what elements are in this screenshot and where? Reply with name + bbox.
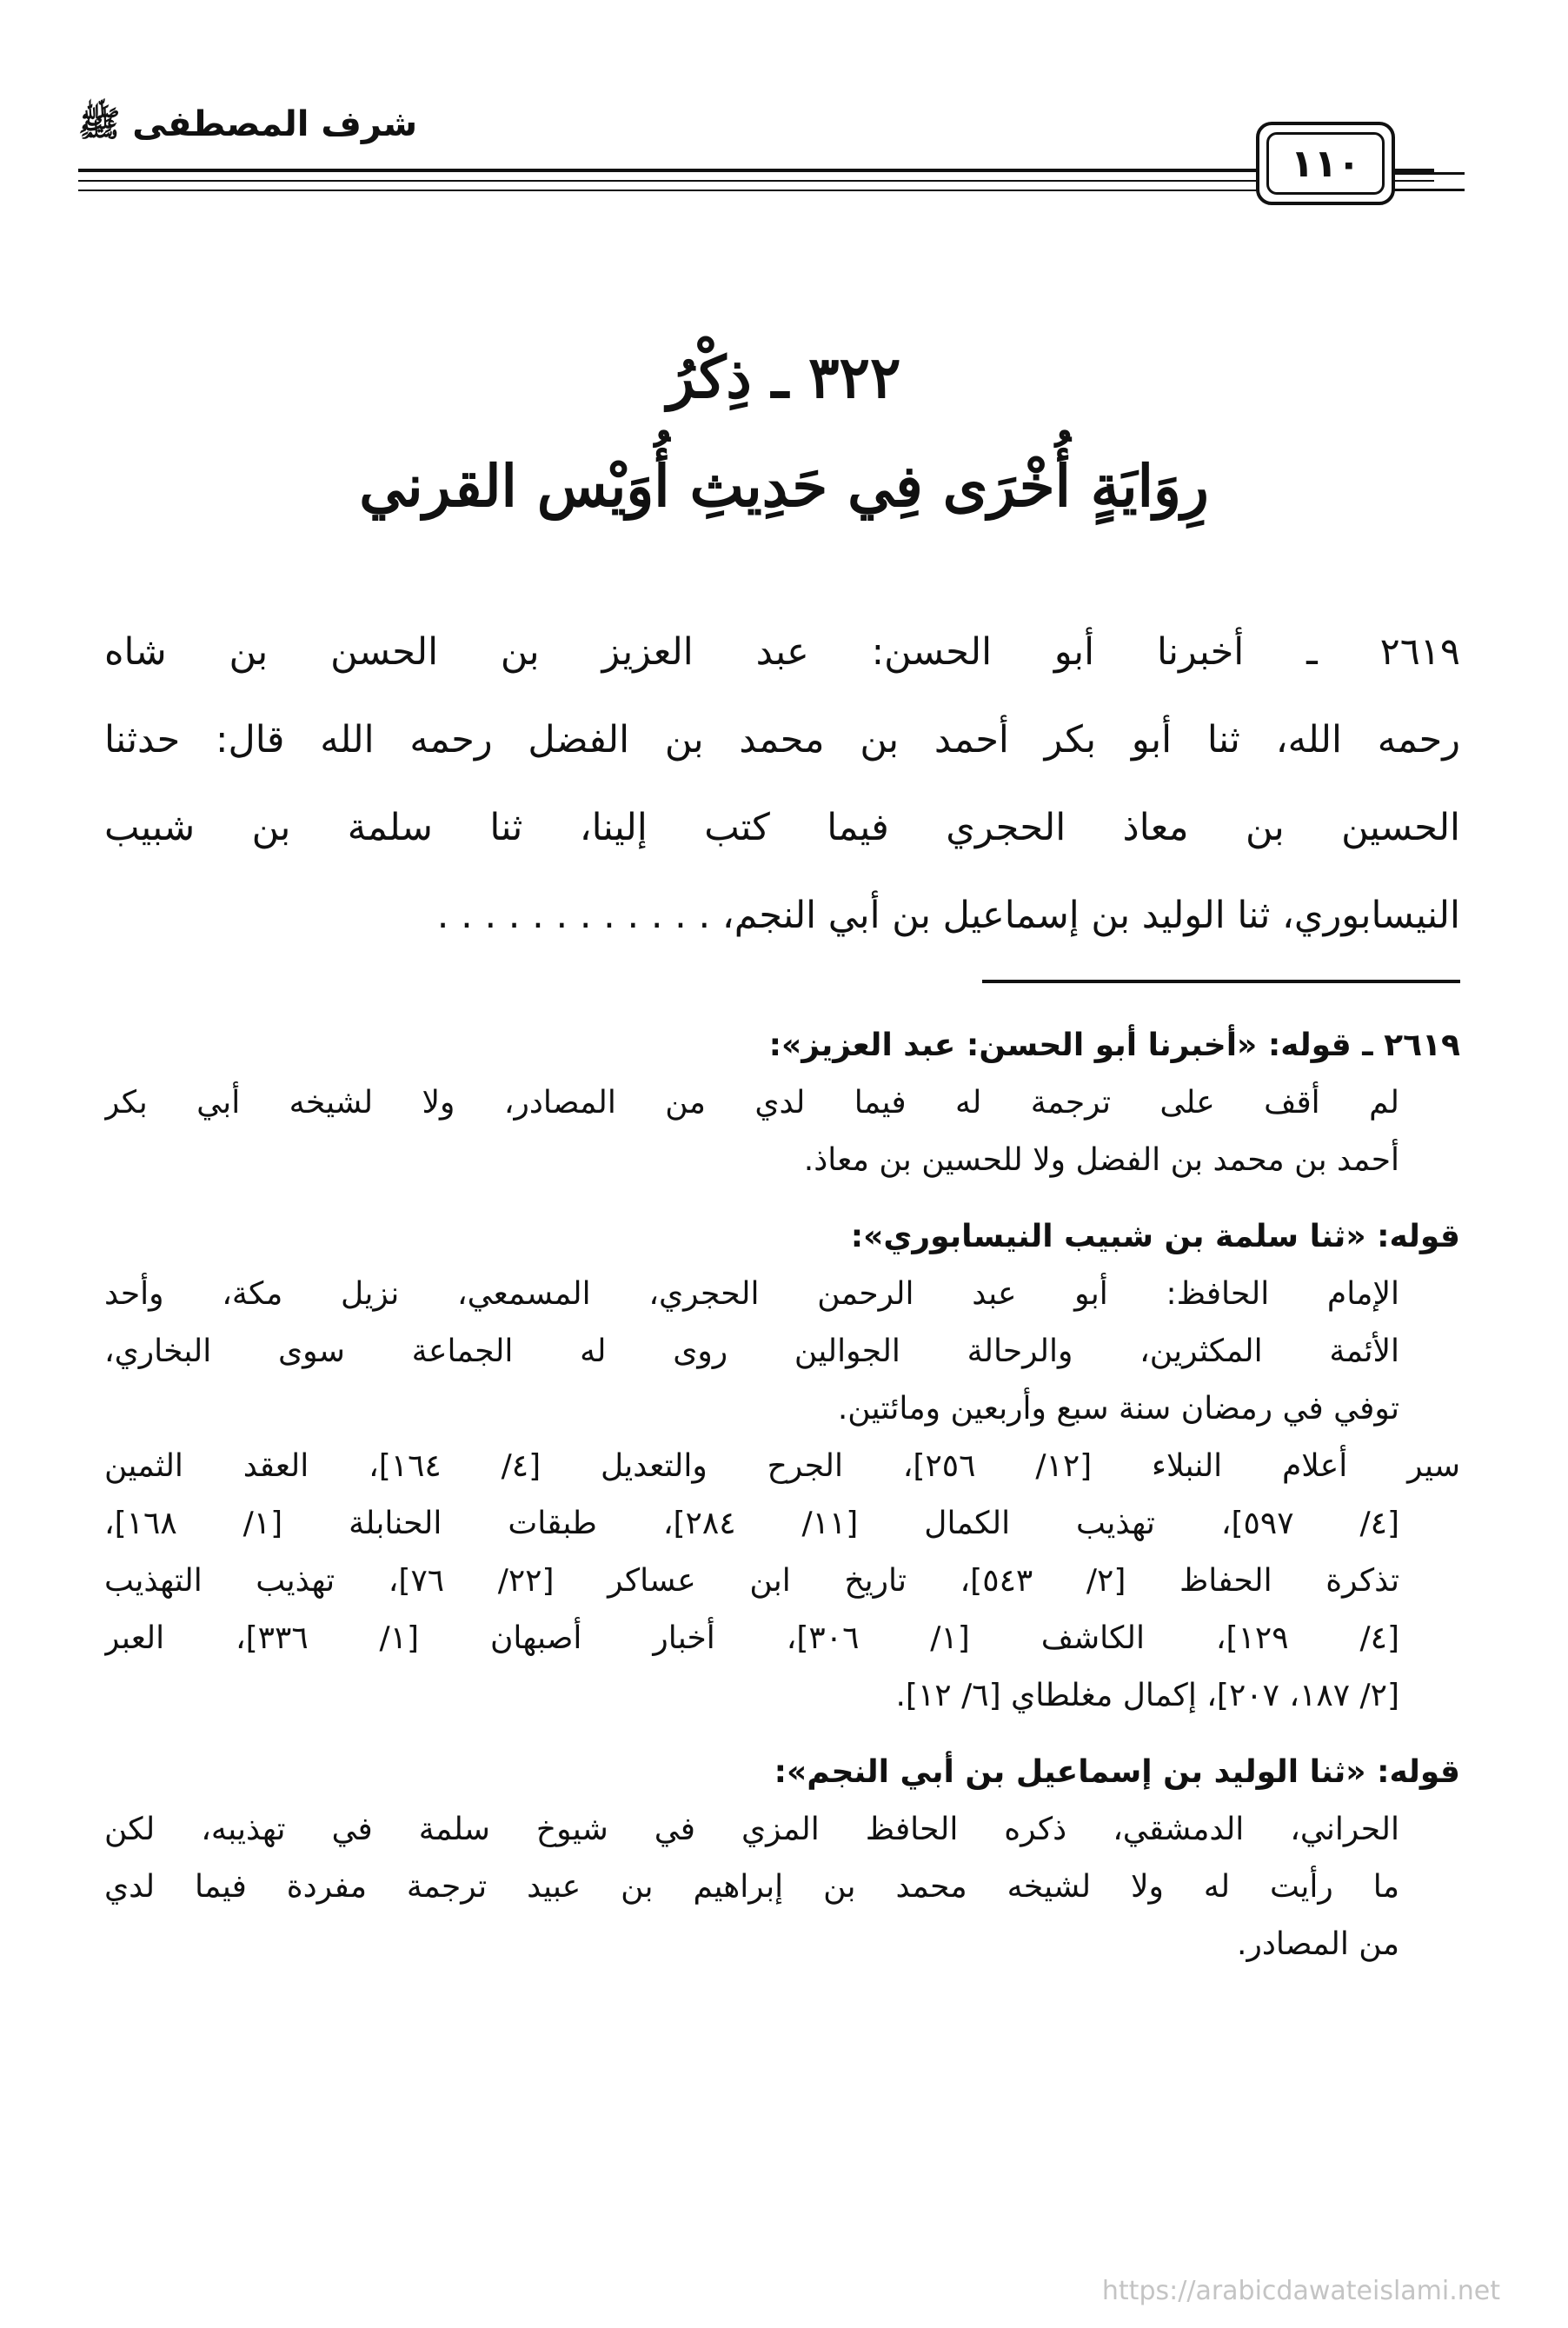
note-line: الإمام الحافظ: أبو عبد الرحمن الحجري، المسمعي، نزيل مكة، وأحد [104, 1276, 1399, 1312]
header-ornament [1395, 172, 1465, 191]
footnote-separator [982, 980, 1460, 983]
hadith-text [104, 609, 1460, 960]
reference-line: [٤/ ١٢٩]، الكاشف [١/ ٣٠٦]، أخبار أصبهان [١/ ٣٣٦]، العبر [104, 1620, 1400, 1656]
hadith-line: ٢٦١٩ ـ أخبرنا أبو الحسن: عبد العزيز بن الحسن بن شاه [104, 630, 1460, 674]
hadith-line: رحمه الله، ثنا أبو بكر أحمد بن محمد بن الفضل رحمه الله قال: حدثنا [104, 718, 1460, 762]
chapter-title: رِوَايَةٍ أُخْرَى فِي حَدِيثِ أُوَيْس القرني [359, 452, 1209, 520]
commentary [104, 1017, 1460, 1973]
note-heading: قوله: «ثنا سلمة بن شبيب النيسابوري»: [850, 1219, 1460, 1254]
source-watermark: https://arabicdawateislami.net [1101, 2276, 1500, 2306]
header-rule [78, 190, 1434, 191]
reference-line: [٢/ ١٨٧، ٢٠٧]، إكمال مغلطاي [٦/ ١٢]. [895, 1678, 1399, 1713]
note-heading: ٢٦١٩ ـ قوله: «أخبرنا أبو الحسن: عبد العزيز»: [768, 1028, 1460, 1063]
page-number-frame [1256, 122, 1395, 205]
hadith-line: النيسابوري، ثنا الوليد بن إسماعيل بن أبي النجم، . . . . . . . . . . . . [436, 894, 1460, 937]
hadith-line: الحسين بن معاذ الحجري فيما كتب إلينا، ثنا سلمة بن شبيب [104, 806, 1460, 849]
running-title: شرف المصطفى ﷺ [78, 104, 418, 144]
chapter-number: ٣٢٢ ـ ذِكْرُ [667, 343, 901, 411]
note-line: أحمد بن محمد بن الفضل ولا للحسين بن معاذ. [803, 1142, 1399, 1178]
header-rule [78, 169, 1434, 172]
note-heading: قوله: «ثنا الوليد بن إسماعيل بن أبي النجم»: [774, 1754, 1460, 1790]
reference-line: سير أعلام النبلاء [١٢/ ٢٥٦]، الجرح والتعديل [٤/ ١٦٤]، العقد الثمين [104, 1448, 1460, 1484]
note-line: لم أقف على ترجمة له فيما لدي من المصادر، ولا لشيخه أبي بكر [104, 1085, 1399, 1121]
reference-line: تذكرة الحفاظ [٢/ ٥٤٣]، تاريخ ابن عساكر [٢٢/ ٧٦]، تهذيب التهذيب [104, 1563, 1400, 1599]
note-line: ما رأيت له ولا لشيخه محمد بن إبراهيم بن عبيد ترجمة مفردة فيما لدي [104, 1869, 1399, 1905]
header-rule [78, 180, 1434, 182]
reference-line: [٤/ ٥٩٧]، تهذيب الكمال [١١/ ٢٨٤]، طبقات الحنابلة [١/ ١٦٨]، [104, 1506, 1399, 1541]
note-line: الأئمة المكثرين، والرحالة الجوالين روى له الجماعة سوى البخاري، [104, 1334, 1399, 1369]
spacer [104, 1725, 1460, 1744]
page-number: ١١٠ [1266, 132, 1385, 195]
note-line: من المصادر. [1237, 1926, 1399, 1962]
note-line: توفي في رمضان سنة سبع وأربعين ومائتين. [837, 1391, 1399, 1427]
note-line: الحراني، الدمشقي، ذكره الحافظ المزي في شيوخ سلمة في تهذيبه، لكن [104, 1812, 1399, 1847]
spacer [104, 1189, 1460, 1208]
